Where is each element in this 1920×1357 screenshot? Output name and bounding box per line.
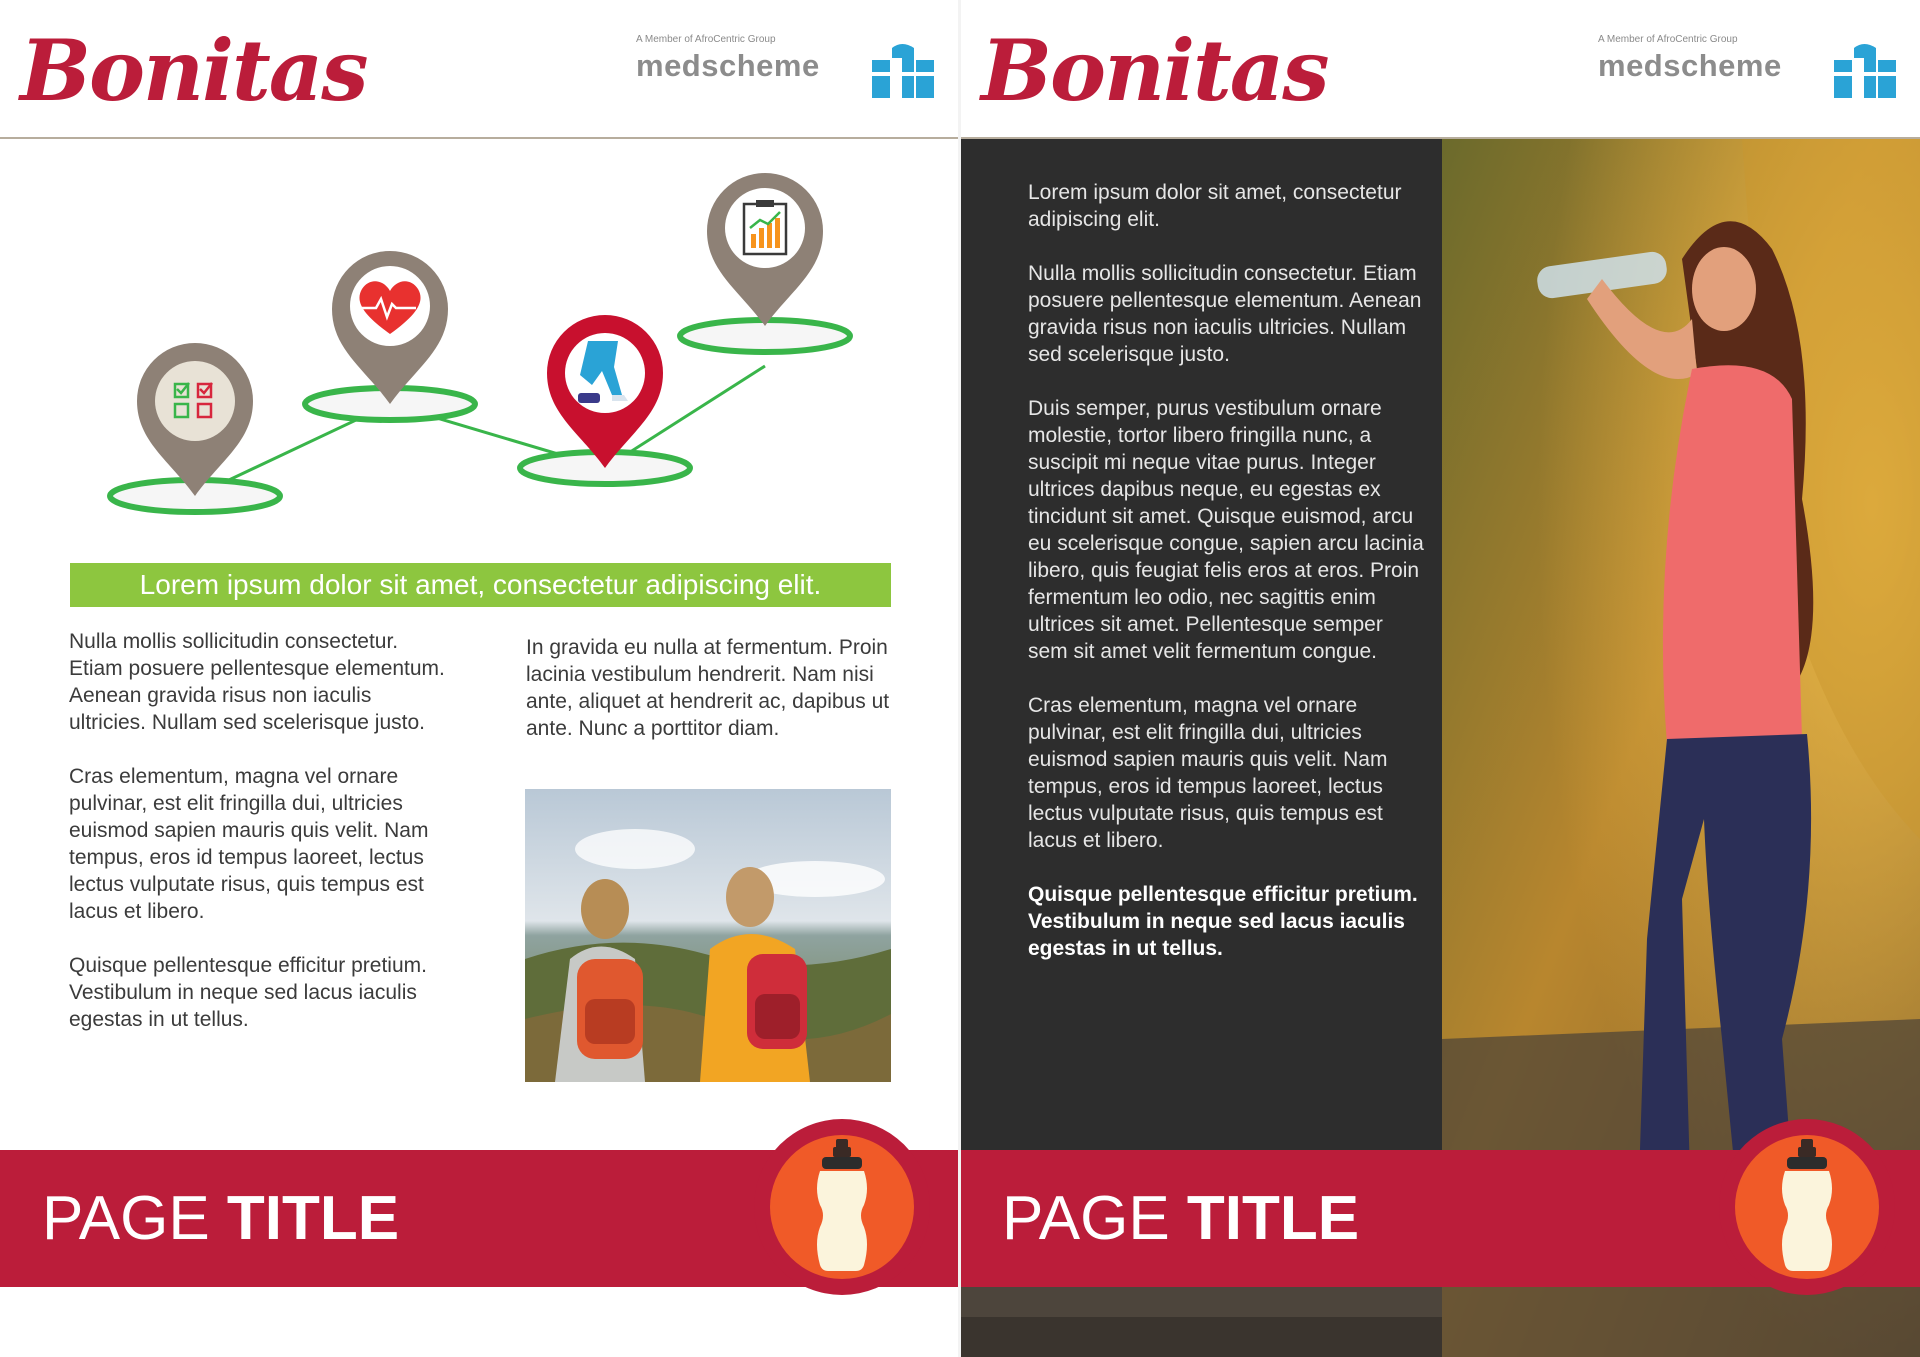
- right-text-column: [1028, 179, 1428, 989]
- left-header: [0, 0, 958, 139]
- body-paragraph: Duis semper, purus vestibulum ornare molestie, tortor libero fringilla nunc, a suscipit mi neque vitae purus. Integer ultrices dapibus neque, eu egestas ex tincidunt sit amet. Quisque euismod, arcu eu scelerisque congue, sapien arcu lacinia libero, quis feugiat felis eros at eros. Proin fermentum leo odio, nec sagittis enim ultrices sit amet. Pellentesque semper sem sit amet velit fermentum congue.: [1028, 397, 1424, 663]
- medscheme-tagline: A Member of AfroCentric Group: [636, 34, 776, 45]
- page-title: [42, 1184, 399, 1254]
- medscheme-tagline: A Member of AfroCentric Group: [1598, 34, 1738, 45]
- headline-banner: Lorem ipsum dolor sit amet, consectetur adipiscing elit.: [70, 563, 891, 607]
- water-bottle-icon: [752, 1117, 932, 1297]
- body-paragraph: Cras elementum, magna vel ornare pulvinar, est elit fringilla dui, ultricies euismod sapien mauris quis velit. Nam tempus, eros id tempus laoreet, lectus lectus vulputate risus, quis tempus est lacus et libero.: [1028, 694, 1388, 852]
- page-title-light: PAGE: [1002, 1184, 1187, 1253]
- checklist-icon: [137, 343, 253, 496]
- growth-chart-clipboard-icon: [707, 173, 823, 326]
- running-legs-icon: [547, 315, 663, 468]
- medscheme-mark-icon: [1830, 40, 1898, 100]
- body-paragraph: Nulla mollis sollicitudin consectetur. Etiam posuere pellentesque elementum. Aenean gravida risus non iaculis ultricies. Nullam sed scelerisque justo.: [1028, 262, 1422, 366]
- medscheme-wordmark: medscheme: [636, 48, 820, 83]
- bonitas-logo-text: Bonitas: [20, 21, 367, 120]
- right-header: [961, 0, 1920, 139]
- page-title-light: PAGE: [42, 1184, 227, 1253]
- body-paragraph: Quisque pellentesque efficitur pretium. Vestibulum in neque sed lacus iaculis egestas in ut tellus.: [69, 954, 427, 1031]
- body-paragraph: Lorem ipsum dolor sit amet, consectetur adipiscing elit.: [1028, 181, 1402, 231]
- hikers-photo: [525, 789, 891, 1082]
- body-paragraph: In gravida eu nulla at fermentum. Proin lacinia vestibulum hendrerit. Nam nisi ante, aliquet at hendrerit ac, dapibus ut ante. Nunc a porttitor diam.: [526, 636, 890, 740]
- medscheme-logo: [636, 34, 936, 104]
- body-paragraph: Cras elementum, magna vel ornare pulvinar, est elit fringilla dui, ultricies euismod sapien mauris quis velit. Nam tempus, eros id tempus laoreet, lectus lectus vulputate risus, quis tempus est lacus et libero.: [69, 765, 429, 923]
- road-strip: [961, 1287, 1442, 1357]
- bonitas-logo-text: Bonitas: [981, 21, 1328, 120]
- water-bottle-icon: [1717, 1117, 1897, 1297]
- right-text-column: [526, 634, 906, 769]
- right-page: [961, 0, 1920, 1357]
- bonitas-logo: [981, 18, 1328, 120]
- medscheme-logo: [1598, 34, 1898, 104]
- bold-paragraph: Quisque pellentesque efficitur pretium. Vestibulum in neque sed lacus iaculis egestas in ut tellus.: [1028, 883, 1418, 960]
- left-page: [0, 0, 958, 1357]
- journey-infographic: [100, 176, 860, 531]
- page-title-bold: TITLE: [226, 1184, 400, 1253]
- left-text-column: [69, 628, 449, 1060]
- page-title-bold: TITLE: [1186, 1184, 1360, 1253]
- medscheme-mark-icon: [868, 40, 936, 100]
- bonitas-logo: [20, 18, 367, 120]
- heart-pulse-icon: [332, 251, 448, 404]
- medscheme-wordmark: medscheme: [1598, 48, 1782, 83]
- page-title: [1002, 1184, 1359, 1254]
- body-paragraph: Nulla mollis sollicitudin consectetur. Etiam posuere pellentesque elementum. Aenean gravida risus non iaculis ultricies. Nullam sed scelerisque justo.: [69, 630, 445, 734]
